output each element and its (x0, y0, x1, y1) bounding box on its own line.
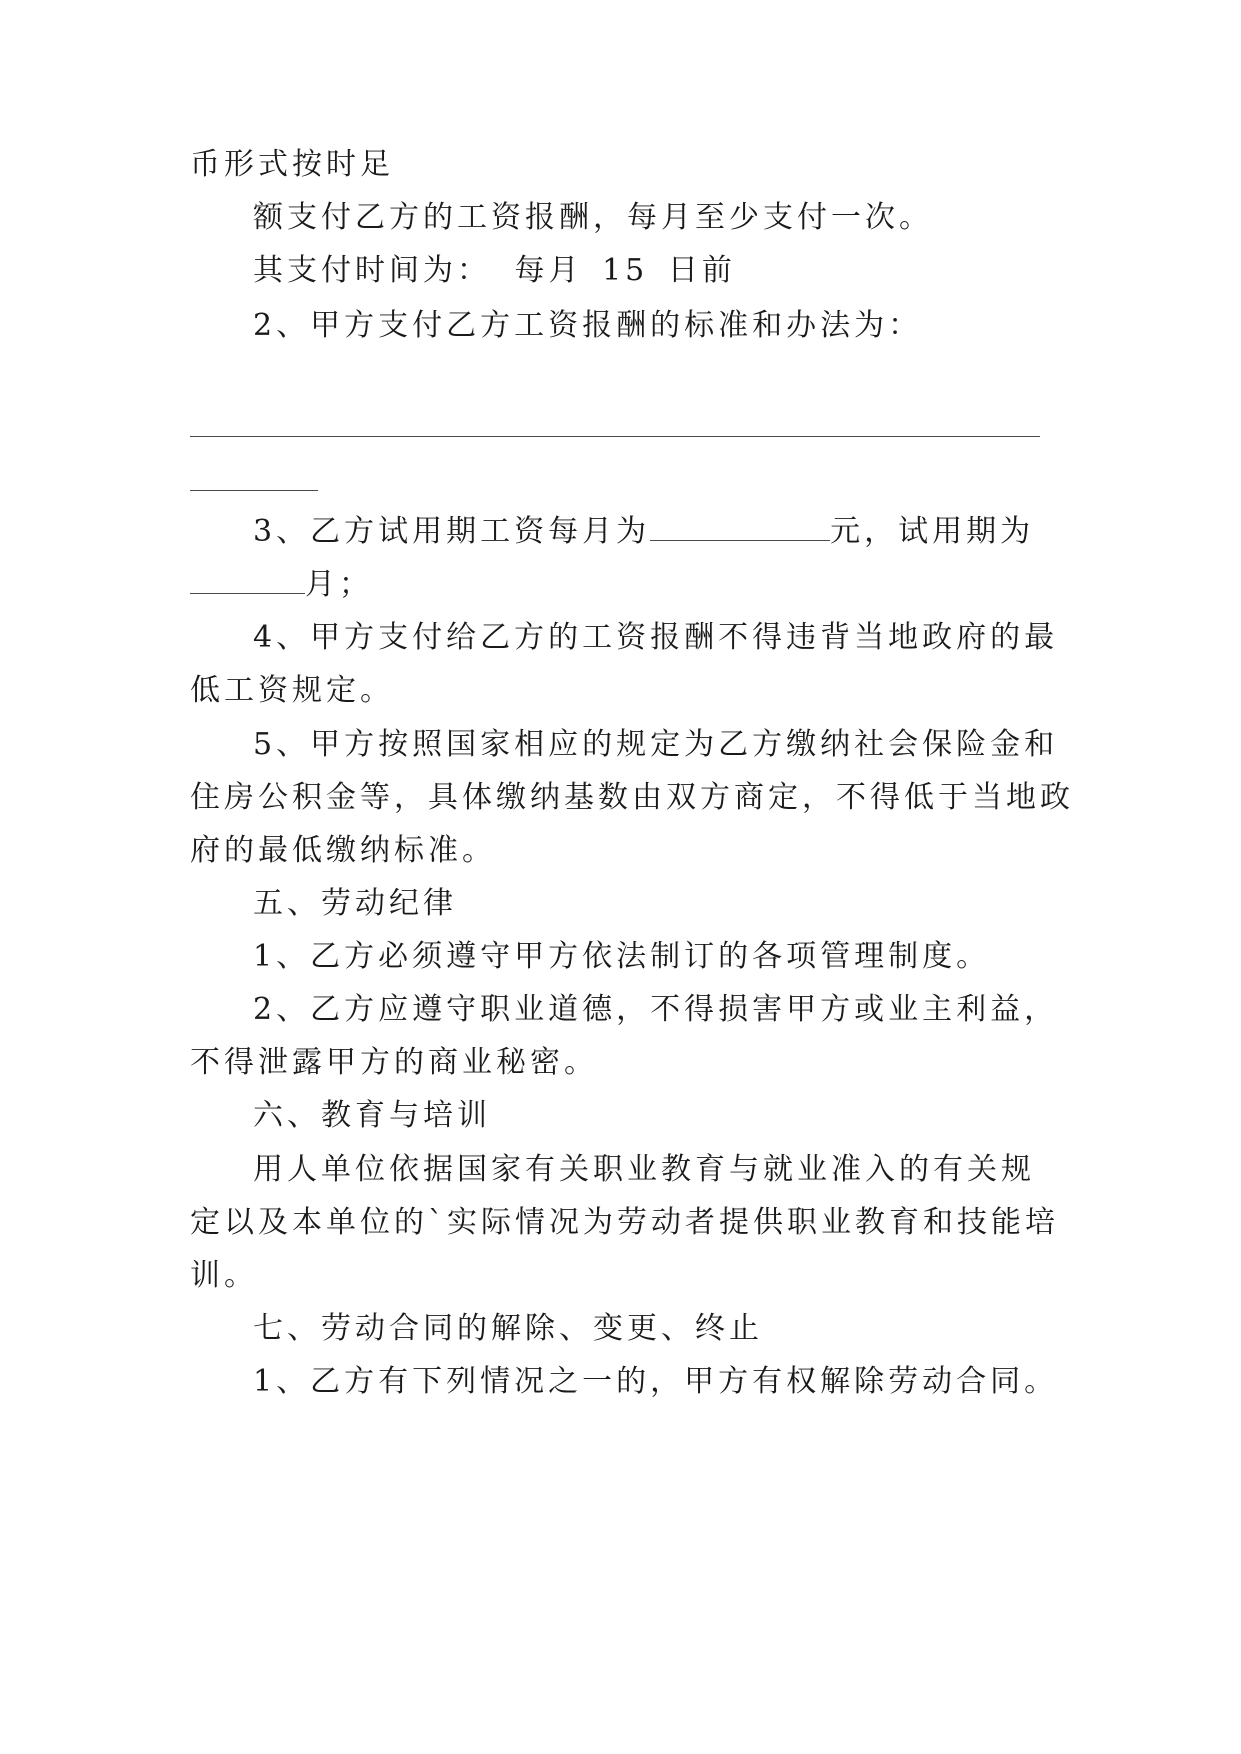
month-unit: 月； (305, 567, 373, 602)
section-heading: 七、劳动合同的解除、变更、终止 (253, 1311, 763, 1346)
text-line: 额支付乙方的工资报酬，每月至少支付一次。 (253, 200, 933, 235)
fill-in-line (190, 490, 318, 491)
text-line: 1、乙方有下列情况之一的，甲方有权解除劳动合同。 (253, 1364, 1059, 1399)
text-line: 用人单位依据国家有关职业教育与就业准入的有关规 (253, 1152, 1035, 1187)
probation-wage-line (253, 512, 1073, 552)
text-line: 府的最低缴纳标准。 (190, 833, 496, 868)
text-line: 不得泄露甲方的商业秘密。 (190, 1045, 598, 1080)
text-line: 2、甲方支付乙方工资报酬的标准和办法为： (253, 308, 923, 343)
fill-in-line (190, 436, 1040, 437)
payment-day: 15 (602, 253, 649, 288)
text-line: 训。 (190, 1258, 258, 1293)
section-heading: 六、教育与培训 (253, 1098, 491, 1133)
text-line: 低工资规定。 (190, 673, 394, 708)
section-heading: 五、劳动纪律 (253, 886, 457, 921)
text-line: 住房公积金等，具体缴纳基数由双方商定，不得低于当地政 (190, 780, 1074, 815)
payment-time-suffix: 日前 (667, 253, 736, 288)
period-blank (190, 569, 305, 594)
probation-wage-label: 3、乙方试用期工资每月为 (253, 514, 651, 549)
text-line: 4、甲方支付给乙方的工资报酬不得违背当地政府的最 (253, 620, 1059, 655)
payment-time-prefix: 每月 (514, 253, 583, 288)
text-line: 5、甲方按照国家相应的规定为乙方缴纳社会保险金和 (253, 727, 1059, 762)
text-line: 定以及本单位的`实际情况为劳动者提供职业教育和技能培 (190, 1205, 1059, 1240)
payment-time-label: 其支付时间为： (253, 253, 491, 288)
payment-time-line (253, 251, 1073, 291)
probation-period-label: 元，试用期为 (830, 514, 1035, 549)
probation-period-line (190, 565, 1070, 605)
text-line: 1、乙方必须遵守甲方依法制订的各项管理制度。 (253, 939, 991, 974)
wage-blank (650, 516, 830, 541)
text-line: 币形式按时足 (190, 147, 394, 182)
text-line: 2、乙方应遵守职业道德，不得损害甲方或业主利益， (253, 992, 1059, 1027)
